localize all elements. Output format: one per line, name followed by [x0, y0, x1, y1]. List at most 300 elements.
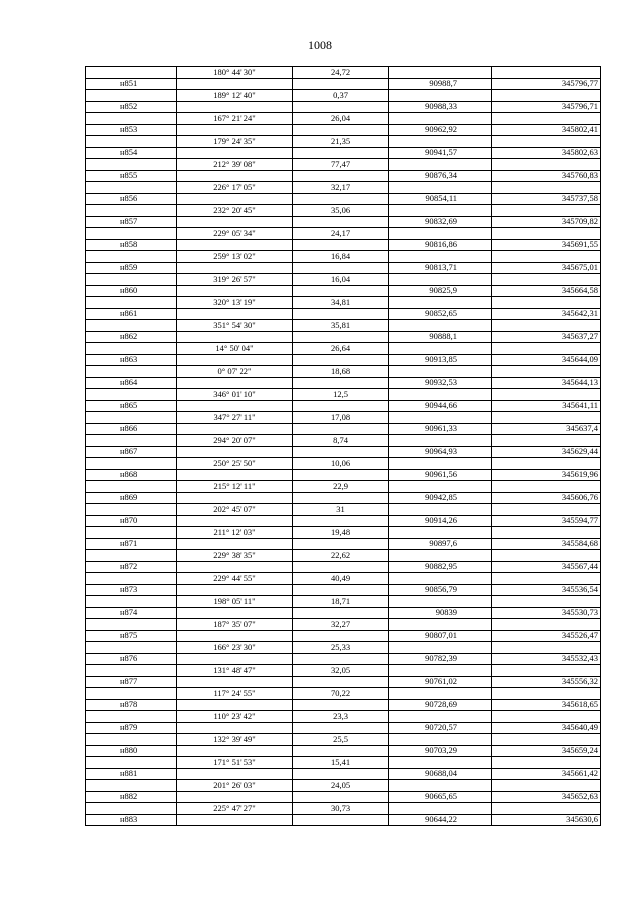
- distance-cell: 18,68: [293, 366, 389, 378]
- point-name-cell: [86, 320, 177, 332]
- angle-cell: [177, 722, 293, 734]
- angle-cell: 211° 12' 03": [177, 527, 293, 539]
- angle-cell: 320° 13' 19": [177, 297, 293, 309]
- point-name-cell: [86, 389, 177, 401]
- angle-cell: 14° 50' 04": [177, 343, 293, 355]
- y-coordinate-cell: [492, 274, 601, 286]
- y-coordinate-cell: [492, 642, 601, 654]
- x-coordinate-cell: [389, 780, 492, 792]
- angle-cell: 229° 05' 34": [177, 228, 293, 240]
- distance-cell: [293, 78, 389, 90]
- y-coordinate-cell: 345532,43: [492, 653, 601, 665]
- point-name-cell: н866: [86, 423, 177, 435]
- point-name-cell: [86, 228, 177, 240]
- point-name-cell: [86, 297, 177, 309]
- x-coordinate-cell: 90882,95: [389, 561, 492, 573]
- angle-cell: [177, 239, 293, 251]
- angle-cell: 167° 21' 24": [177, 113, 293, 125]
- point-row: [86, 607, 601, 619]
- y-coordinate-cell: [492, 458, 601, 470]
- segment-row: [86, 642, 601, 654]
- distance-cell: 34,81: [293, 297, 389, 309]
- angle-cell: [177, 653, 293, 665]
- segment-row: [86, 366, 601, 378]
- point-row: [86, 791, 601, 803]
- distance-cell: [293, 630, 389, 642]
- distance-cell: 10,06: [293, 458, 389, 470]
- segment-row: [86, 619, 601, 631]
- segment-row: [86, 481, 601, 493]
- angle-cell: [177, 814, 293, 826]
- x-coordinate-cell: [389, 665, 492, 677]
- y-coordinate-cell: [492, 159, 601, 171]
- angle-cell: 226° 17' 05": [177, 182, 293, 194]
- point-name-cell: [86, 274, 177, 286]
- point-name-cell: [86, 550, 177, 562]
- point-name-cell: н858: [86, 239, 177, 251]
- segment-row: [86, 90, 601, 102]
- point-row: [86, 285, 601, 297]
- y-coordinate-cell: [492, 389, 601, 401]
- y-coordinate-cell: 345594,77: [492, 515, 601, 527]
- segment-row: [86, 205, 601, 217]
- point-name-cell: н867: [86, 446, 177, 458]
- distance-cell: 32,27: [293, 619, 389, 631]
- point-name-cell: [86, 573, 177, 585]
- distance-cell: [293, 216, 389, 228]
- angle-cell: 166° 23' 30": [177, 642, 293, 654]
- y-coordinate-cell: [492, 343, 601, 355]
- y-coordinate-cell: 345606,76: [492, 492, 601, 504]
- point-name-cell: [86, 67, 177, 79]
- point-row: [86, 515, 601, 527]
- point-name-cell: [86, 182, 177, 194]
- y-coordinate-cell: 345642,31: [492, 308, 601, 320]
- point-row: [86, 78, 601, 90]
- segment-row: [86, 803, 601, 815]
- x-coordinate-cell: [389, 527, 492, 539]
- point-row: [86, 193, 601, 205]
- point-row: [86, 308, 601, 320]
- y-coordinate-cell: 345652,63: [492, 791, 601, 803]
- angle-cell: [177, 630, 293, 642]
- distance-cell: 22,62: [293, 550, 389, 562]
- segment-row: [86, 573, 601, 585]
- point-row: [86, 676, 601, 688]
- angle-cell: [177, 561, 293, 573]
- distance-cell: 24,72: [293, 67, 389, 79]
- point-name-cell: [86, 734, 177, 746]
- distance-cell: 15,41: [293, 757, 389, 769]
- segment-row: [86, 343, 601, 355]
- y-coordinate-cell: 345526,47: [492, 630, 601, 642]
- angle-cell: 319° 26' 57": [177, 274, 293, 286]
- y-coordinate-cell: [492, 366, 601, 378]
- point-name-cell: н863: [86, 354, 177, 366]
- distance-cell: [293, 492, 389, 504]
- distance-cell: [293, 653, 389, 665]
- x-coordinate-cell: [389, 251, 492, 263]
- distance-cell: 70,22: [293, 688, 389, 700]
- y-coordinate-cell: [492, 228, 601, 240]
- point-name-cell: [86, 205, 177, 217]
- point-name-cell: [86, 642, 177, 654]
- point-name-cell: н870: [86, 515, 177, 527]
- point-row: [86, 124, 601, 136]
- x-coordinate-cell: 90932,53: [389, 377, 492, 389]
- segment-row: [86, 228, 601, 240]
- angle-cell: [177, 607, 293, 619]
- point-name-cell: [86, 688, 177, 700]
- y-coordinate-cell: [492, 665, 601, 677]
- point-name-cell: [86, 435, 177, 447]
- y-coordinate-cell: 345556,32: [492, 676, 601, 688]
- segment-row: [86, 320, 601, 332]
- x-coordinate-cell: [389, 803, 492, 815]
- angle-cell: [177, 400, 293, 412]
- x-coordinate-cell: [389, 274, 492, 286]
- y-coordinate-cell: 345618,65: [492, 699, 601, 711]
- segment-row: [86, 67, 601, 79]
- y-coordinate-cell: [492, 251, 601, 263]
- angle-cell: [177, 538, 293, 550]
- angle-cell: [177, 377, 293, 389]
- y-coordinate-cell: 345659,24: [492, 745, 601, 757]
- distance-cell: 40,49: [293, 573, 389, 585]
- point-name-cell: [86, 665, 177, 677]
- distance-cell: [293, 193, 389, 205]
- point-row: [86, 216, 601, 228]
- point-name-cell: н856: [86, 193, 177, 205]
- point-name-cell: н871: [86, 538, 177, 550]
- distance-cell: [293, 354, 389, 366]
- point-name-cell: [86, 711, 177, 723]
- distance-cell: [293, 515, 389, 527]
- x-coordinate-cell: [389, 711, 492, 723]
- distance-cell: 21,35: [293, 136, 389, 148]
- x-coordinate-cell: [389, 228, 492, 240]
- y-coordinate-cell: [492, 113, 601, 125]
- distance-cell: [293, 768, 389, 780]
- x-coordinate-cell: [389, 458, 492, 470]
- x-coordinate-cell: 90832,69: [389, 216, 492, 228]
- x-coordinate-cell: 90854,11: [389, 193, 492, 205]
- y-coordinate-cell: 345584,68: [492, 538, 601, 550]
- point-row: [86, 377, 601, 389]
- angle-cell: [177, 676, 293, 688]
- point-name-cell: н851: [86, 78, 177, 90]
- y-coordinate-cell: 345664,58: [492, 285, 601, 297]
- angle-cell: 110° 23' 42": [177, 711, 293, 723]
- point-name-cell: н865: [86, 400, 177, 412]
- angle-cell: 117° 24' 55": [177, 688, 293, 700]
- x-coordinate-cell: 90944,66: [389, 400, 492, 412]
- point-name-cell: н873: [86, 584, 177, 596]
- distance-cell: 0,37: [293, 90, 389, 102]
- distance-cell: [293, 377, 389, 389]
- distance-cell: [293, 400, 389, 412]
- point-name-cell: [86, 343, 177, 355]
- y-coordinate-cell: [492, 435, 601, 447]
- distance-cell: [293, 170, 389, 182]
- y-coordinate-cell: [492, 297, 601, 309]
- point-row: [86, 653, 601, 665]
- distance-cell: 77,47: [293, 159, 389, 171]
- angle-cell: 187° 35' 07": [177, 619, 293, 631]
- x-coordinate-cell: 90720,57: [389, 722, 492, 734]
- angle-cell: 198° 05' 11": [177, 596, 293, 608]
- point-name-cell: [86, 113, 177, 125]
- angle-cell: [177, 170, 293, 182]
- distance-cell: 35,06: [293, 205, 389, 217]
- point-name-cell: [86, 159, 177, 171]
- angle-cell: [177, 791, 293, 803]
- y-coordinate-cell: [492, 67, 601, 79]
- coordinates-table-body: [86, 67, 601, 826]
- point-name-cell: н876: [86, 653, 177, 665]
- y-coordinate-cell: 345802,63: [492, 147, 601, 159]
- y-coordinate-cell: [492, 136, 601, 148]
- y-coordinate-cell: 345644,09: [492, 354, 601, 366]
- angle-cell: 215° 12' 11": [177, 481, 293, 493]
- segment-row: [86, 435, 601, 447]
- point-name-cell: н882: [86, 791, 177, 803]
- distance-cell: 25,33: [293, 642, 389, 654]
- y-coordinate-cell: [492, 803, 601, 815]
- y-coordinate-cell: 345640,49: [492, 722, 601, 734]
- angle-cell: 232° 20' 45": [177, 205, 293, 217]
- point-name-cell: [86, 481, 177, 493]
- x-coordinate-cell: [389, 435, 492, 447]
- angle-cell: 189° 12' 40": [177, 90, 293, 102]
- angle-cell: 351° 54' 30": [177, 320, 293, 332]
- x-coordinate-cell: [389, 596, 492, 608]
- distance-cell: 24,17: [293, 228, 389, 240]
- y-coordinate-cell: [492, 550, 601, 562]
- point-name-cell: [86, 412, 177, 424]
- distance-cell: [293, 699, 389, 711]
- angle-cell: [177, 354, 293, 366]
- x-coordinate-cell: 90813,71: [389, 262, 492, 274]
- x-coordinate-cell: [389, 205, 492, 217]
- point-row: [86, 492, 601, 504]
- distance-cell: 24,05: [293, 780, 389, 792]
- x-coordinate-cell: [389, 113, 492, 125]
- distance-cell: [293, 814, 389, 826]
- x-coordinate-cell: [389, 481, 492, 493]
- angle-cell: [177, 78, 293, 90]
- segment-row: [86, 389, 601, 401]
- angle-cell: 202° 45' 07": [177, 504, 293, 516]
- angle-cell: 171° 51' 53": [177, 757, 293, 769]
- angle-cell: [177, 423, 293, 435]
- point-row: [86, 170, 601, 182]
- y-coordinate-cell: [492, 573, 601, 585]
- y-coordinate-cell: 345760,83: [492, 170, 601, 182]
- distance-cell: [293, 584, 389, 596]
- angle-cell: [177, 101, 293, 113]
- y-coordinate-cell: 345802,41: [492, 124, 601, 136]
- y-coordinate-cell: 345691,55: [492, 239, 601, 251]
- angle-cell: [177, 285, 293, 297]
- point-row: [86, 469, 601, 481]
- distance-cell: [293, 239, 389, 251]
- y-coordinate-cell: 345709,82: [492, 216, 601, 228]
- y-coordinate-cell: [492, 780, 601, 792]
- point-name-cell: н864: [86, 377, 177, 389]
- segment-row: [86, 550, 601, 562]
- x-coordinate-cell: 90961,56: [389, 469, 492, 481]
- x-coordinate-cell: [389, 619, 492, 631]
- angle-cell: [177, 124, 293, 136]
- point-row: [86, 584, 601, 596]
- y-coordinate-cell: 345637,27: [492, 331, 601, 343]
- point-row: [86, 446, 601, 458]
- y-coordinate-cell: [492, 205, 601, 217]
- distance-cell: [293, 561, 389, 573]
- angle-cell: 225° 47' 27": [177, 803, 293, 815]
- x-coordinate-cell: 90816,86: [389, 239, 492, 251]
- x-coordinate-cell: [389, 90, 492, 102]
- y-coordinate-cell: 345675,01: [492, 262, 601, 274]
- x-coordinate-cell: [389, 297, 492, 309]
- distance-cell: 26,64: [293, 343, 389, 355]
- x-coordinate-cell: 90856,79: [389, 584, 492, 596]
- angle-cell: 180° 44' 30": [177, 67, 293, 79]
- x-coordinate-cell: 90988,33: [389, 101, 492, 113]
- x-coordinate-cell: [389, 159, 492, 171]
- distance-cell: 32,05: [293, 665, 389, 677]
- point-name-cell: [86, 458, 177, 470]
- angle-cell: [177, 308, 293, 320]
- distance-cell: [293, 124, 389, 136]
- angle-cell: 347° 27' 11": [177, 412, 293, 424]
- x-coordinate-cell: 90665,65: [389, 791, 492, 803]
- x-coordinate-cell: 90914,26: [389, 515, 492, 527]
- distance-cell: 16,04: [293, 274, 389, 286]
- point-name-cell: н860: [86, 285, 177, 297]
- point-row: [86, 262, 601, 274]
- segment-row: [86, 159, 601, 171]
- angle-cell: 201° 26' 03": [177, 780, 293, 792]
- point-name-cell: н872: [86, 561, 177, 573]
- point-name-cell: н880: [86, 745, 177, 757]
- distance-cell: 31: [293, 504, 389, 516]
- y-coordinate-cell: 345629,44: [492, 446, 601, 458]
- distance-cell: [293, 101, 389, 113]
- point-row: [86, 423, 601, 435]
- point-name-cell: [86, 780, 177, 792]
- point-name-cell: [86, 757, 177, 769]
- point-name-cell: [86, 504, 177, 516]
- segment-row: [86, 297, 601, 309]
- point-row: [86, 400, 601, 412]
- distance-cell: 22,9: [293, 481, 389, 493]
- distance-cell: 35,81: [293, 320, 389, 332]
- y-coordinate-cell: 345644,13: [492, 377, 601, 389]
- y-coordinate-cell: 345641,11: [492, 400, 601, 412]
- distance-cell: 17,08: [293, 412, 389, 424]
- coordinates-table: [85, 66, 601, 826]
- point-name-cell: [86, 251, 177, 263]
- point-name-cell: н862: [86, 331, 177, 343]
- x-coordinate-cell: [389, 182, 492, 194]
- distance-cell: [293, 446, 389, 458]
- x-coordinate-cell: 90782,39: [389, 653, 492, 665]
- y-coordinate-cell: [492, 527, 601, 539]
- point-name-cell: [86, 136, 177, 148]
- point-row: [86, 814, 601, 826]
- page-number: 1008: [308, 38, 332, 52]
- y-coordinate-cell: [492, 711, 601, 723]
- point-name-cell: н859: [86, 262, 177, 274]
- angle-cell: [177, 745, 293, 757]
- y-coordinate-cell: [492, 412, 601, 424]
- distance-cell: 23,3: [293, 711, 389, 723]
- x-coordinate-cell: 90888,1: [389, 331, 492, 343]
- y-coordinate-cell: 345737,58: [492, 193, 601, 205]
- x-coordinate-cell: [389, 366, 492, 378]
- x-coordinate-cell: 90897,6: [389, 538, 492, 550]
- segment-row: [86, 412, 601, 424]
- x-coordinate-cell: [389, 734, 492, 746]
- point-name-cell: н868: [86, 469, 177, 481]
- x-coordinate-cell: 90728,69: [389, 699, 492, 711]
- x-coordinate-cell: 90962,92: [389, 124, 492, 136]
- angle-cell: 0° 07' 22": [177, 366, 293, 378]
- distance-cell: [293, 722, 389, 734]
- x-coordinate-cell: 90644,22: [389, 814, 492, 826]
- angle-cell: [177, 446, 293, 458]
- distance-cell: [293, 676, 389, 688]
- x-coordinate-cell: 90825,9: [389, 285, 492, 297]
- segment-row: [86, 688, 601, 700]
- y-coordinate-cell: 345796,71: [492, 101, 601, 113]
- angle-cell: [177, 147, 293, 159]
- distance-cell: 32,17: [293, 182, 389, 194]
- angle-cell: 229° 38' 35": [177, 550, 293, 562]
- angle-cell: [177, 193, 293, 205]
- point-name-cell: [86, 366, 177, 378]
- x-coordinate-cell: [389, 573, 492, 585]
- point-name-cell: н877: [86, 676, 177, 688]
- point-row: [86, 561, 601, 573]
- y-coordinate-cell: 345661,42: [492, 768, 601, 780]
- distance-cell: [293, 147, 389, 159]
- angle-cell: [177, 216, 293, 228]
- y-coordinate-cell: 345796,77: [492, 78, 601, 90]
- point-row: [86, 699, 601, 711]
- angle-cell: 294° 20' 07": [177, 435, 293, 447]
- distance-cell: 19,48: [293, 527, 389, 539]
- x-coordinate-cell: [389, 504, 492, 516]
- distance-cell: [293, 607, 389, 619]
- y-coordinate-cell: [492, 688, 601, 700]
- distance-cell: [293, 791, 389, 803]
- angle-cell: [177, 768, 293, 780]
- point-name-cell: [86, 596, 177, 608]
- point-name-cell: н861: [86, 308, 177, 320]
- x-coordinate-cell: 90988,7: [389, 78, 492, 90]
- point-row: [86, 331, 601, 343]
- distance-cell: [293, 469, 389, 481]
- point-name-cell: н869: [86, 492, 177, 504]
- angle-cell: [177, 515, 293, 527]
- y-coordinate-cell: 345530,73: [492, 607, 601, 619]
- point-name-cell: [86, 803, 177, 815]
- distance-cell: 30,73: [293, 803, 389, 815]
- x-coordinate-cell: [389, 67, 492, 79]
